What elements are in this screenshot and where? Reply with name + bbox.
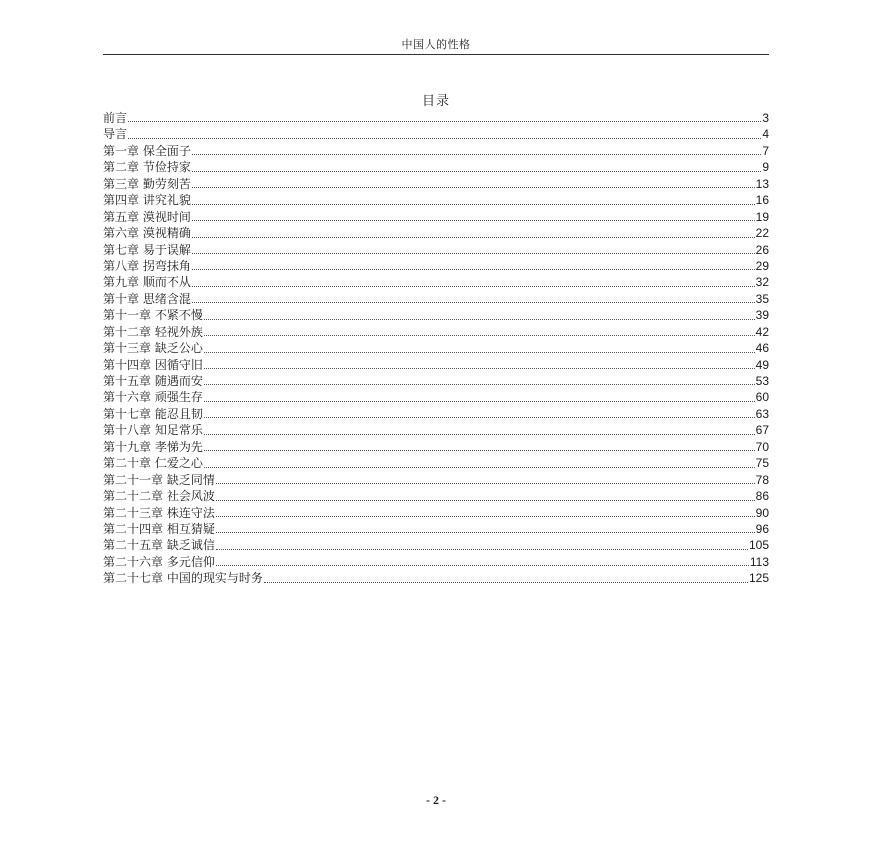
- toc-dot-leader: [128, 121, 761, 122]
- toc-entry-page: 35: [755, 291, 769, 306]
- toc-dot-leader: [128, 138, 761, 139]
- toc-entry-page: 96: [755, 521, 769, 536]
- toc-dot-leader: [192, 171, 761, 172]
- toc-entry[interactable]: [103, 488, 769, 504]
- toc-entry-label: 第十二章 轻视外族: [103, 324, 203, 339]
- toc-entry[interactable]: [103, 225, 769, 241]
- toc-dot-leader: [216, 516, 755, 517]
- toc-entry-page: 22: [755, 226, 769, 241]
- toc-entry[interactable]: [103, 274, 769, 290]
- toc-entry-page: 4: [762, 127, 769, 142]
- toc-entry-label: 第八章 拐弯抹角: [103, 258, 191, 273]
- page-number: - 2 -: [426, 793, 446, 807]
- toc-entry-page: 90: [755, 505, 769, 520]
- toc-entry-page: 46: [755, 341, 769, 356]
- toc-entry[interactable]: [103, 406, 769, 422]
- toc-entry-label: 第十九章 孝悌为先: [103, 439, 203, 454]
- toc-entry-label: 第二十七章 中国的现实与时务: [103, 571, 263, 586]
- toc-entry-label: 第九章 顺而不从: [103, 275, 191, 290]
- toc-entry-page: 49: [755, 357, 769, 372]
- toc-dot-leader: [204, 319, 755, 320]
- toc-entry-page: 78: [755, 472, 769, 487]
- toc-dot-leader: [192, 302, 755, 303]
- toc-entry-label: 第二章 节俭持家: [103, 160, 191, 175]
- toc-entry-label: 第三章 勤劳刻苦: [103, 176, 191, 191]
- toc-entry[interactable]: [103, 340, 769, 356]
- toc-dot-leader: [192, 253, 755, 254]
- toc-entry-label: 第二十六章 多元信仰: [103, 554, 215, 569]
- toc-entry-page: 60: [755, 390, 769, 405]
- toc-dot-leader: [192, 204, 755, 205]
- toc-entry-label: 第十一章 不紧不慢: [103, 308, 203, 323]
- toc-entry-label: 第四章 讲究礼貌: [103, 193, 191, 208]
- toc-entry[interactable]: [103, 570, 769, 586]
- toc-entry-page: 113: [749, 554, 769, 569]
- toc-entry-label: 前言: [103, 111, 128, 125]
- toc-entry-page: 67: [755, 423, 769, 438]
- toc-entry-label: 第二十章 仁爱之心: [103, 456, 203, 471]
- toc-entry[interactable]: [103, 422, 769, 438]
- toc-entry[interactable]: [103, 143, 769, 159]
- toc-entry[interactable]: [103, 159, 769, 175]
- toc-list: [103, 110, 769, 587]
- toc-entry[interactable]: [103, 110, 769, 126]
- toc-entry-page: 105: [748, 538, 769, 553]
- toc-entry-page: 7: [762, 143, 769, 158]
- toc-entry-label: 第六章 漠视精确: [103, 226, 191, 241]
- toc-dot-leader: [204, 434, 755, 435]
- toc-entry[interactable]: [103, 389, 769, 405]
- toc-entry-label: 导言: [103, 127, 128, 142]
- toc-entry[interactable]: [103, 439, 769, 455]
- toc-entry-page: 125: [748, 571, 769, 586]
- toc-entry-page: 19: [755, 209, 769, 224]
- toc-dot-leader: [204, 467, 755, 468]
- toc-entry-label: 第十章 思绪含混: [103, 291, 191, 306]
- toc-entry-page: 3: [762, 111, 769, 125]
- toc-entry-label: 第十五章 随遇而安: [103, 374, 203, 388]
- toc-entry-page: 53: [755, 374, 769, 388]
- toc-entry-page: 29: [755, 258, 769, 273]
- toc-dot-leader: [216, 483, 755, 484]
- toc-dot-leader: [204, 384, 755, 385]
- toc-entry[interactable]: [103, 291, 769, 307]
- toc-dot-leader: [216, 500, 755, 501]
- toc-dot-leader: [204, 335, 755, 336]
- toc-entry-page: 63: [755, 406, 769, 421]
- toc-entry-label: 第二十一章 缺乏同情: [103, 472, 215, 487]
- toc-entry[interactable]: [103, 242, 769, 258]
- toc-entry-label: 第十七章 能忍且韧: [103, 406, 203, 421]
- toc-entry-page: 26: [755, 242, 769, 257]
- toc-dot-leader: [192, 187, 755, 188]
- toc-entry-page: 32: [755, 275, 769, 290]
- toc-dot-leader: [192, 154, 761, 155]
- toc-entry-page: 70: [755, 439, 769, 454]
- toc-entry[interactable]: [103, 307, 769, 323]
- toc-dot-leader: [204, 401, 755, 402]
- toc-title: 目录: [421, 94, 450, 109]
- toc-entry-page: 39: [755, 308, 769, 323]
- toc-entry[interactable]: [103, 324, 769, 340]
- toc-entry-page: 75: [755, 456, 769, 471]
- toc-dot-leader: [216, 532, 755, 533]
- toc-entry-label: 第二十五章 缺乏诚信: [103, 538, 215, 553]
- toc-dot-leader: [216, 549, 748, 550]
- toc-entry[interactable]: [103, 192, 769, 208]
- toc-entry-label: 第一章 保全面子: [103, 143, 191, 158]
- toc-entry-page: 13: [755, 176, 769, 191]
- toc-entry[interactable]: [103, 455, 769, 471]
- running-header: 中国人的性格: [401, 38, 471, 51]
- toc-entry[interactable]: [103, 521, 769, 537]
- toc-entry[interactable]: [103, 505, 769, 521]
- toc-dot-leader: [264, 582, 748, 583]
- toc-entry[interactable]: [103, 357, 769, 373]
- toc-entry-label: 第二十三章 株连守法: [103, 505, 215, 520]
- toc-dot-leader: [192, 269, 755, 270]
- toc-entry[interactable]: [103, 126, 769, 142]
- toc-entry[interactable]: [103, 554, 769, 570]
- toc-entry-label: 第十三章 缺乏公心: [103, 341, 203, 356]
- toc-entry-label: 第十六章 顽强生存: [103, 390, 203, 405]
- toc-entry[interactable]: [103, 176, 769, 192]
- toc-entry-label: 第五章 漠视时间: [103, 209, 191, 224]
- toc-entry-label: 第十四章 因循守旧: [103, 357, 203, 372]
- toc-entry-label: 第二十四章 相互猜疑: [103, 521, 215, 536]
- header-rule: [103, 54, 769, 55]
- toc-entry[interactable]: [103, 373, 769, 389]
- toc-dot-leader: [192, 286, 755, 287]
- toc-dot-leader: [216, 565, 749, 566]
- toc-dot-leader: [192, 220, 755, 221]
- toc-entry-label: 第十八章 知足常乐: [103, 423, 203, 438]
- toc-entry-label: 第七章 易于误解: [103, 242, 191, 257]
- toc-entry-page: 86: [755, 489, 769, 504]
- toc-entry-page: 9: [762, 160, 769, 175]
- toc-entry[interactable]: [103, 537, 769, 553]
- toc-dot-leader: [204, 417, 755, 418]
- toc-entry[interactable]: [103, 209, 769, 225]
- toc-entry-page: 42: [755, 324, 769, 339]
- toc-entry[interactable]: [103, 472, 769, 488]
- toc-entry-page: 16: [755, 193, 769, 208]
- toc-dot-leader: [204, 368, 755, 369]
- toc-entry-label: 第二十二章 社会风波: [103, 489, 215, 504]
- toc-dot-leader: [192, 237, 755, 238]
- toc-entry[interactable]: [103, 258, 769, 274]
- toc-dot-leader: [204, 450, 755, 451]
- toc-dot-leader: [204, 352, 755, 353]
